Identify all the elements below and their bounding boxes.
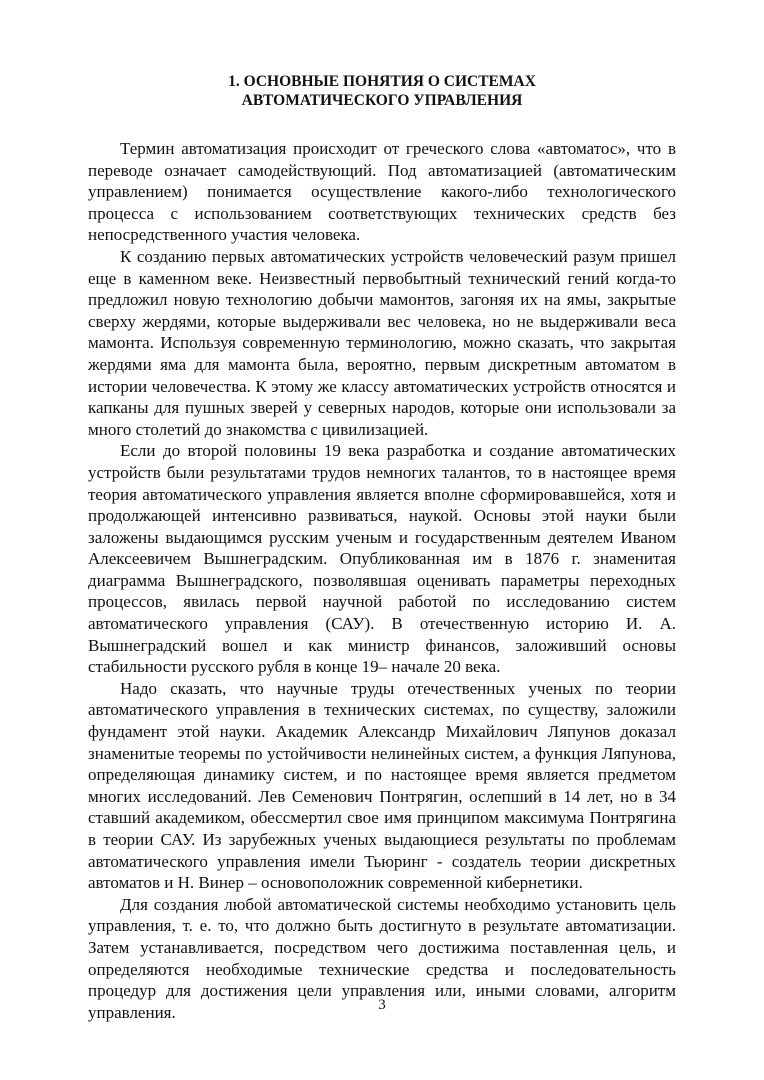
- document-page: [88, 72, 676, 1023]
- section-heading: [88, 72, 676, 110]
- page-number: 3: [378, 997, 386, 1013]
- paragraph-5: Для создания любой автоматической системы необходимо установить цель управления, т. е. то, что должно быть достигнуто в результате автоматизации. Затем устанавливается, посредством чего достижима поставленная цель, и определяются необходимые технические средства и последовательность процедур для достижения цели управления или, иными словами, алгоритм управления.: [88, 894, 676, 1022]
- section-heading-line-1: 1. ОСНОВНЫЕ ПОНЯТИЯ О СИСТЕМАХ: [228, 73, 536, 90]
- paragraph-2: К созданию первых автоматических устройств человеческий разум пришел еще в каменном веке. Неизвестный первобытный технический гений когда-то предложил новую технологию добычи мамонтов, загоняя их на ямы, закрытые сверху жердями, которые выдерживали вес человека, но не выдерживали веса мамонта. Используя современную терминологию, можно сказать, что закрытая жердями яма для мамонта была, вероятно, первым дискретным автоматом в истории человечества. К этому же классу автоматических устройств относятся и капканы для пушных зверей у северных народов, которые они использовали за много столетий до знакомства с цивилизацией.: [88, 246, 676, 439]
- paragraph-3: Если до второй половины 19 века разработка и создание автоматических устройств были результатами трудов немногих талантов, то в настоящее время теория автоматического управления является вполне сформировавшейся, хотя и продолжающей интенсивно развиваться, наукой. Основы этой науки были заложены выдающимся русским ученым и государственным деятелем Иваном Алексеевичем Вышнеградским. Опубликованная им в 1876 г. знаменитая диаграмма Вышнеградского, позволявшая оценивать параметры переходных процессов, явилась первой научной работой по исследованию систем автоматического управления (САУ). В отечественную историю И. А. Вышнеградский вошел и как министр финансов, заложивший основы стабильности русского рубля в конце 19– начале 20 века.: [88, 441, 676, 677]
- paragraph-1: Термин автоматизация происходит от греческого слова «автоматос», что в переводе означает самодействующий. Под автоматизацией (автоматическим управлением) понимается осуществление какого-либо технологического процесса с использованием соответствующих технических средств без непосредственного участия человека.: [88, 139, 676, 245]
- paragraph-4: Надо сказать, что научные труды отечественных ученых по теории автоматического управления в технических системах, по существу, заложили фундамент этой науки. Академик Александр Михайлович Ляпунов доказал знаменитые теоремы по устойчивости нелинейных систем, а функция Ляпунова, определяющая динамику систем, и по настоящее время является предметом многих исследований. Лев Семенович Понтрягин, ослепший в 14 лет, но в 34 ставший академиком, обессмертил свое имя принципом максимума Понтрягина в теории САУ. Из зарубежных ученых выдающиеся результаты по проблемам автоматического управления имели Тьюринг - создатель теории дискретных автоматов и Н. Винер – основоположник современной кибернетики.: [88, 678, 676, 893]
- section-heading-line-2: АВТОМАТИЧЕСКОГО УПРАВЛЕНИЯ: [241, 92, 523, 109]
